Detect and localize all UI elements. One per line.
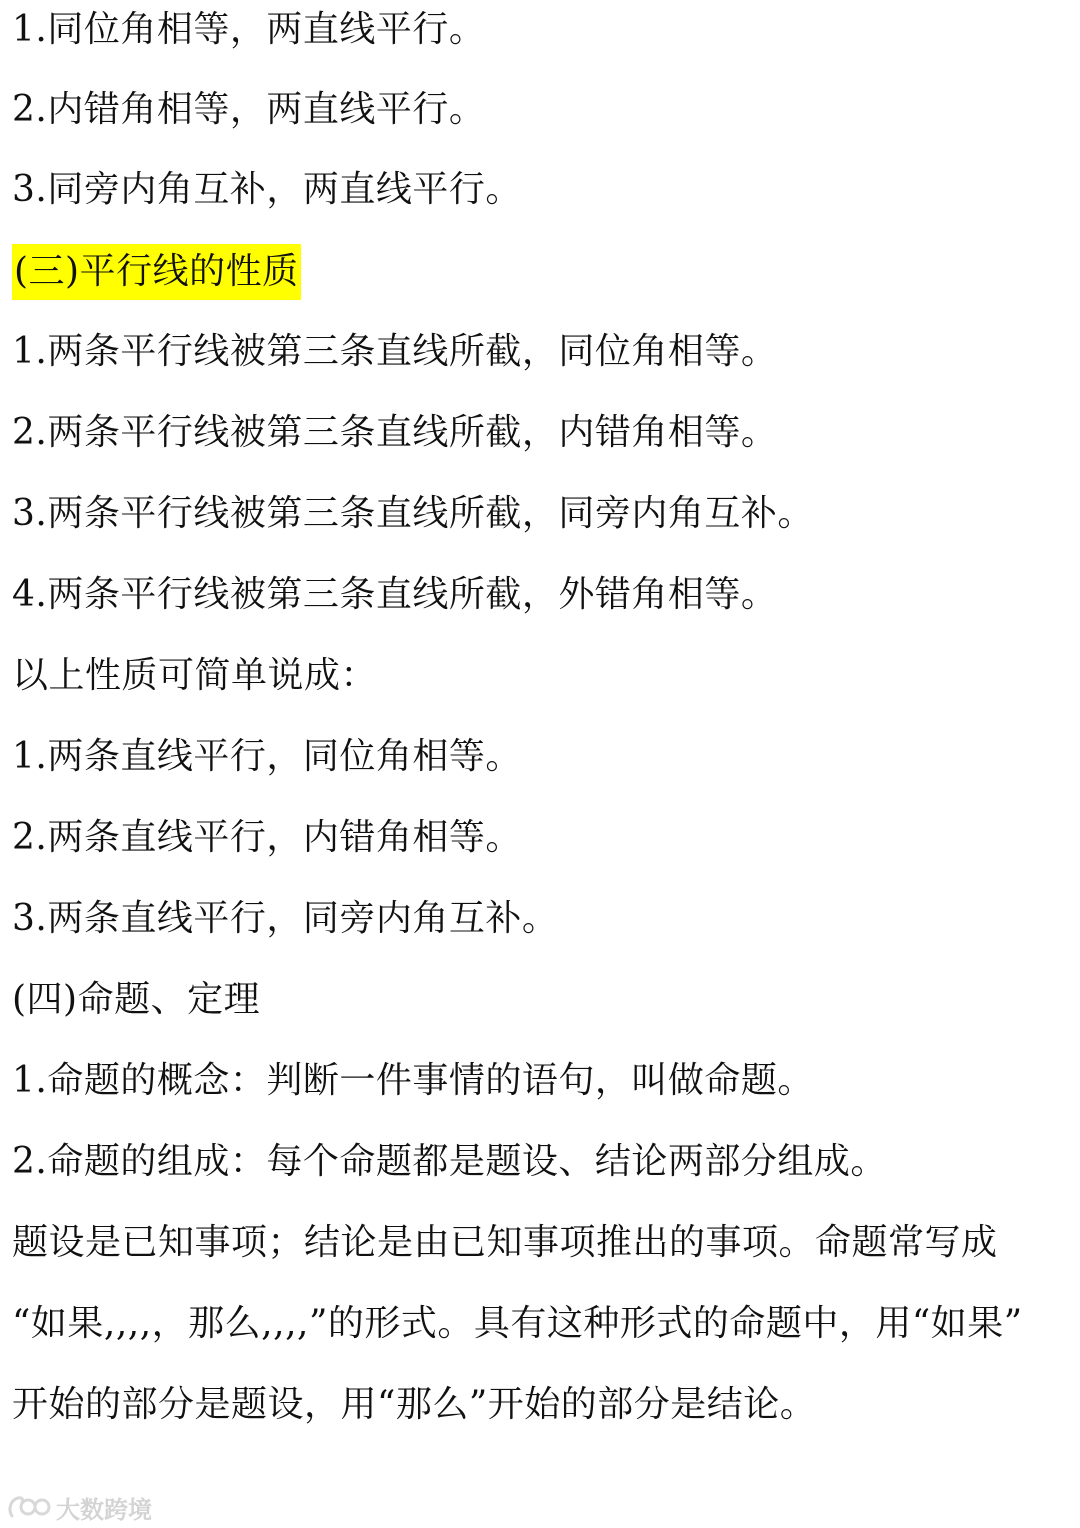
text-line: 2.两条平行线被第三条直线所截，内错角相等。	[12, 412, 778, 453]
text-line: 3.两条平行线被第三条直线所截，同旁内角互补。	[12, 493, 814, 534]
text-line: 题设是已知事项；结论是由已知事项推出的事项。命题常写成	[12, 1222, 998, 1263]
section-heading-highlighted: (三)平行线的性质	[12, 244, 301, 300]
section-heading: (四)命题、定理	[12, 979, 261, 1020]
watermark	[6, 1490, 152, 1524]
text-line: 1.命题的概念：判断一件事情的语句，叫做命题。	[12, 1060, 814, 1101]
text-line: 3.两条直线平行，同旁内角互补。	[12, 898, 559, 939]
text-line: “如果,,,,，那么,,,,”的形式。具有这种形式的命题中，用“如果”	[12, 1303, 1023, 1344]
text-line: 2.内错角相等，两直线平行。	[12, 89, 486, 130]
text-line: 3.同旁内角互补，两直线平行。	[12, 169, 522, 210]
text-line: 以上性质可简单说成：	[12, 655, 378, 696]
watermark-text: 大数跨境	[56, 1495, 152, 1524]
text-line: 1.两条直线平行，同位角相等。	[12, 736, 522, 777]
text-line: 2.命题的组成：每个命题都是题设、结论两部分组成。	[12, 1141, 887, 1182]
text-line: 开始的部分是题设，用“那么”开始的部分是结论。	[12, 1384, 817, 1425]
text-line: 4.两条平行线被第三条直线所截，外错角相等。	[12, 574, 778, 615]
text-line: 1.同位角相等，两直线平行。	[12, 9, 486, 50]
watermark-logo-icon	[6, 1492, 52, 1522]
section-heading-line	[12, 242, 301, 302]
text-line: 2.两条直线平行，内错角相等。	[12, 817, 522, 858]
text-line: 1.两条平行线被第三条直线所截，同位角相等。	[12, 331, 778, 372]
